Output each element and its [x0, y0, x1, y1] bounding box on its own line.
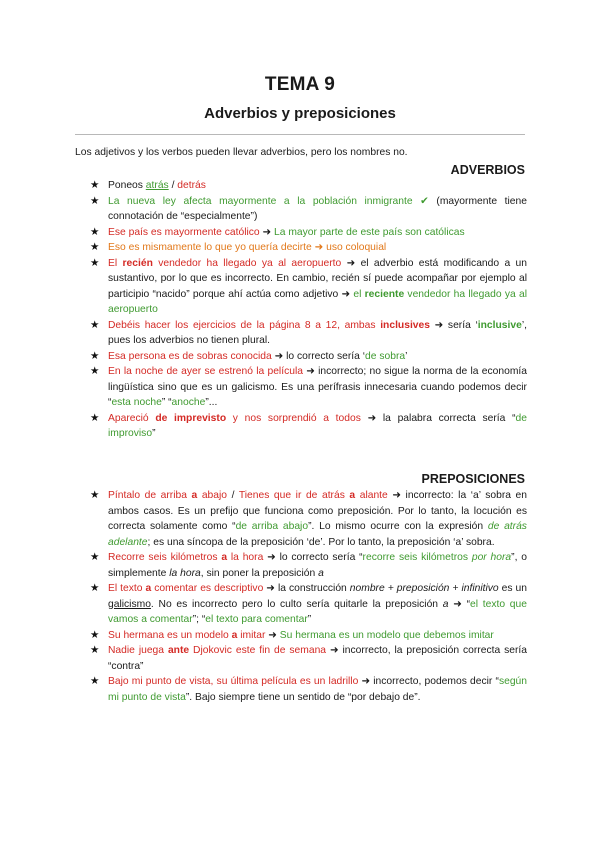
text-segment: de arriba abajo: [235, 521, 309, 532]
text-segment: ➜: [265, 629, 280, 641]
text-segment: ” “: [161, 397, 172, 408]
star-bullet-icon: ★: [90, 225, 100, 238]
text-segment: ”...: [205, 397, 218, 408]
section-heading-preposiciones: PREPOSICIONES: [421, 472, 525, 486]
text-segment: Tienes que ir de atrás: [238, 490, 350, 501]
star-bullet-icon: ★: [90, 241, 100, 253]
text-segment: nombre + preposición + infinitivo: [349, 583, 499, 594]
text-segment: comentar es descriptivo: [151, 583, 264, 594]
text-segment: el texto que vamos a comentar: [108, 598, 527, 625]
text-segment: de improviso: [108, 412, 527, 439]
text-segment: ➜ la construcción: [263, 583, 350, 594]
text-segment: a: [221, 552, 228, 563]
page-subtitle: Adverbios y preposiciones: [204, 105, 396, 122]
text-segment: a: [349, 490, 356, 501]
text-segment: Bajo mi punto de vista, su última película es un ladrillo: [108, 676, 359, 687]
list-item: [90, 364, 527, 411]
list-item: [90, 178, 527, 194]
text-segment: a: [145, 583, 152, 594]
text-segment: la hora: [169, 567, 201, 579]
text-segment: /: [168, 180, 178, 191]
list-item: [90, 240, 527, 256]
list-item: [90, 225, 527, 241]
divider: [75, 134, 525, 135]
text-segment: ”. Lo mismo ocurre con la expresión: [308, 521, 488, 532]
text-segment: ➜ lo correcto sería ‘: [271, 350, 366, 362]
text-segment: ante: [167, 645, 190, 656]
text-segment: ➜ la palabra correcta sería “: [360, 412, 516, 424]
star-bullet-icon: ★: [90, 179, 100, 191]
list-item: [90, 550, 527, 581]
text-segment: El: [108, 257, 123, 269]
text-segment: Su hermana es un modelo que debemos imitar: [279, 629, 494, 641]
text-segment: a: [442, 598, 449, 610]
text-segment: de atrás adelante: [108, 521, 527, 548]
text-segment: , sin poner la preposición: [200, 567, 319, 579]
text-segment: recorre seis kilómetros: [362, 552, 472, 563]
text-segment: inclusives: [380, 319, 430, 331]
text-segment: imitar: [237, 629, 266, 641]
list-item: [90, 628, 527, 644]
text-segment: ”; “: [192, 614, 206, 625]
text-segment: abajo: [197, 490, 228, 501]
text-segment: Esa persona es de sobras conocida: [108, 350, 272, 362]
star-bullet-icon: ★: [90, 365, 100, 377]
text-segment: El texto: [108, 583, 146, 594]
text-segment: ”. Bajo siempre tiene un sentido de “por debajo de”.: [185, 691, 421, 703]
preposiciones-list: [90, 488, 527, 705]
text-segment: Apareció: [108, 412, 156, 424]
text-segment: Recorre seis kilómetros: [108, 552, 222, 563]
text-segment: ➜ incorrecto; no sigue la norma de la economía lingüística sino que es un galicismo. Es una perífrasis innecesaria cuando podemos decir “: [108, 366, 528, 408]
star-bullet-icon: ★: [90, 318, 100, 331]
intro-text: Los adjetivos y los verbos pueden llevar adverbios, pero los nombres no.: [75, 147, 408, 158]
list-item: [90, 674, 527, 705]
text-segment: Debéis hacer los ejercicios de la página 8 a 12, ambas: [108, 319, 381, 331]
star-bullet-icon: ★: [90, 582, 100, 594]
text-segment: . No es incorrecto pero lo culto sería quitarle la preposición: [150, 598, 443, 610]
star-bullet-icon: ★: [90, 644, 100, 656]
text-segment: Poneos: [108, 180, 146, 191]
list-item: [90, 194, 527, 225]
text-segment: Nadie juega: [108, 645, 168, 656]
text-segment: Su hermana es un modelo: [108, 629, 232, 641]
section-heading-adverbios: ADVERBIOS: [450, 163, 525, 177]
text-segment: ’: [405, 350, 408, 362]
star-bullet-icon: ★: [90, 675, 100, 687]
text-segment: ➜: [259, 226, 275, 238]
star-bullet-icon: ★: [90, 411, 100, 424]
text-segment: y nos sorprendió a todos: [226, 412, 361, 424]
text-segment: a: [231, 629, 238, 641]
page-title: TEMA 9: [264, 74, 336, 95]
text-segment: La mayor parte de este país son católicas: [274, 226, 465, 238]
text-segment: vendedor ha llegado ya al aeropuerto: [152, 257, 342, 269]
text-segment: a: [318, 567, 324, 579]
text-segment: ➜ incorrecto, la preposición correcta sería “contra”: [108, 645, 527, 672]
text-segment: Djokovic este fin de semana: [189, 645, 327, 656]
list-item: [90, 581, 527, 628]
list-item: [90, 411, 527, 442]
text-segment: En la noche de ayer se estrenó la película: [108, 366, 303, 377]
text-segment: atrás: [145, 180, 169, 191]
text-segment: ➜ incorrecto, podemos decir “: [358, 676, 499, 687]
text-segment: esta noche: [111, 397, 162, 408]
star-bullet-icon: ★: [90, 628, 100, 641]
text-segment: Píntalo de arriba: [108, 490, 192, 501]
list-item: [90, 318, 527, 349]
text-segment: /: [227, 490, 239, 501]
text-segment: alante: [355, 490, 388, 501]
text-segment: anoche: [171, 397, 206, 408]
text-segment: ”: [307, 614, 312, 625]
text-segment: ; es una síncopa de la preposición ‘de’. Por lo tanto, la preposición ‘a’ sobra.: [147, 536, 495, 548]
list-item: [90, 349, 527, 365]
star-bullet-icon: ★: [90, 489, 100, 501]
text-segment: según mi punto de vista: [108, 676, 528, 703]
text-segment: vendedor ha llegado ya al aeropuerto: [108, 288, 527, 315]
text-segment: a: [191, 490, 198, 501]
text-segment: ”, o simplemente: [108, 552, 527, 579]
text-segment: Eso es mismamente lo que yo quería decirte ➜ uso coloquial: [108, 242, 387, 253]
text-segment: galicismo: [108, 598, 151, 610]
text-segment: ➜ sería ‘: [429, 319, 478, 331]
text-segment: La nueva ley afecta mayormente a la población inmigrante ✔: [108, 195, 429, 207]
text-segment: ➜ incorrecto: la ‘a’ sobra en ambos casos. Es un prefijo que funciona como preposición. Por lo tanto, la locución es correcta solamente como “: [108, 490, 527, 532]
star-bullet-icon: ★: [90, 349, 100, 362]
text-segment: por hora: [471, 552, 512, 563]
text-segment: detrás: [177, 180, 206, 191]
text-segment: reciente: [364, 288, 405, 300]
list-item: [90, 643, 527, 674]
text-segment: es un: [498, 583, 528, 594]
star-bullet-icon: ★: [90, 551, 100, 563]
text-segment: ➜ el adverbio está modificando a un sustantivo, por lo que es incorrecto. En cambio, recién sí puede acompañar por ejemplo al participio “nacido” porque ahí actúa como adjetivo ➜: [108, 257, 527, 300]
text-segment: ”: [152, 428, 156, 439]
text-segment: inclusive: [477, 319, 522, 331]
text-segment: de sobra: [365, 350, 406, 362]
text-segment: ➜ lo correcto sería “: [263, 552, 363, 563]
text-segment: recién: [122, 257, 153, 269]
text-segment: ➜ “: [448, 598, 471, 610]
list-item: [90, 256, 527, 318]
text-segment: el: [353, 288, 365, 300]
text-segment: el texto para comentar: [205, 614, 308, 625]
adverbios-list: [90, 178, 527, 442]
star-bullet-icon: ★: [90, 194, 100, 207]
text-segment: (mayormente tiene connotación de “especialmente”): [108, 195, 527, 222]
star-bullet-icon: ★: [90, 256, 100, 269]
text-segment: de imprevisto: [155, 412, 227, 424]
text-segment: ’, pues los adverbios no tienen plural.: [108, 319, 527, 346]
text-segment: Ese país es mayormente católico: [108, 226, 260, 238]
text-segment: la hora: [227, 552, 264, 563]
list-item: [90, 488, 527, 550]
